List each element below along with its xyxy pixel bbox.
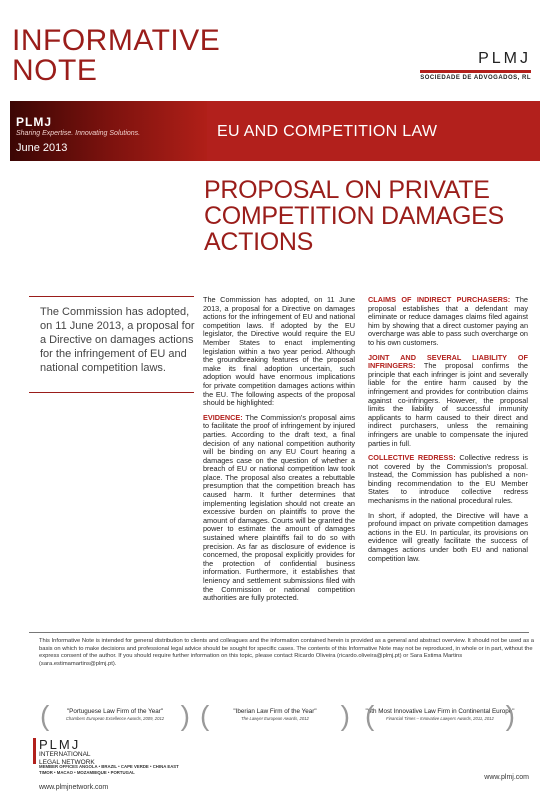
award-badge (365, 700, 515, 731)
joint-liability-paragraph (368, 354, 528, 449)
footer-divider (29, 632, 529, 633)
award-title: "Iberian Law Firm of the Year" (233, 708, 317, 715)
section-panel (207, 101, 540, 161)
award-title: "Portuguese Law Firm of the Year" (66, 708, 164, 715)
evidence-label: EVIDENCE: (203, 412, 243, 422)
firm-logo-mark: PLMJ (478, 50, 531, 67)
issue-date: June 2013 (16, 142, 68, 154)
laurel-right-icon: ) (505, 700, 515, 731)
firm-website-link[interactable]: www.plmj.com (484, 774, 529, 781)
indirect-purchasers-text: The proposal establishes that a defendant may eliminate or reduce damages claims filed against him by showing that a direct customer paying an overcharge was able to pass such overcharge on to his own customers. (368, 295, 528, 347)
article-title-line-3: ACTIONS (204, 228, 314, 256)
lede-top-rule (29, 296, 194, 297)
logo-accent-bar (420, 70, 531, 73)
article-title-line-2: COMPETITION DAMAGES (204, 202, 504, 230)
article-title (204, 177, 524, 255)
conclusion-paragraph: In short, if adopted, the Directive will have a profound impact on private competition damages actions in the EU. In particular, its provisions on evidence will greatly facilitate the success of damages actions under both EU and national competition law. (368, 510, 528, 563)
member-offices: MEMBER OFFICES ANGOLA • BRAZIL • CAPE VERDE • CHINA EAST TIMOR • MACAO • MOZAMBIQUE • PORTUGAL (39, 764, 179, 775)
laurel-left-icon: ( (40, 700, 50, 731)
collective-redress-text: Collective redress is not covered by the Commission's proposal. Instead, the Commission has published a non-binding recommendation to the EU Member States to introduce collective redress mechanisms in the national procedural rules. (368, 453, 528, 506)
document-type-title (12, 26, 220, 86)
header-band (10, 101, 540, 161)
body-column-left (203, 296, 355, 609)
laurel-right-icon: ) (340, 700, 350, 731)
lede-summary: The Commission has adopted, on 11 June 2013, a proposal for a Directive on damages actions for the infringement of EU and national competition laws. (40, 306, 195, 374)
firm-logo (420, 50, 531, 81)
network-name-line-1: INTERNATIONAL (39, 751, 91, 758)
laurel-left-icon: ( (365, 700, 375, 731)
laurel-left-icon: ( (200, 700, 210, 731)
evidence-paragraph (203, 414, 355, 603)
band-logo: PLMJ (16, 115, 53, 129)
award-source: The Lawyer European Awards, 2012 (241, 716, 309, 721)
evidence-text: The Commission's proposal aims to facilitate the proof of infringement by injured parties. According to the draft text, a final decision of any national competition authority will be binding on any EU Court hearing a damages case on the question of whether a breach of EU or national competition law took place. The proposal also creates a rebuttable presumption that the competition breach has caused harm. It further determines that implementing legislation should not create an excessive burden on plaintiffs to prove the amount of damages. Courts will be granted the power to estimate the amount of damages sustained where plaintiffs fail to do so with precision. As far as disclosure of evidence is concerned, the proposal explicitly provides for the protection of confidential business information. Furthermore, it establishes that leniency and settlement submissions filed with the Commission or national competition authorities are fully protected. (203, 412, 355, 603)
award-source: Financial Times – Innovative Lawyers Awards, 2011, 2012 (386, 716, 494, 721)
network-name-line-2: LEGAL NETWORK (39, 758, 95, 766)
joint-liability-label: JOINT AND SEVERAL LIABILITY OF INFRINGERS: (368, 352, 528, 371)
disclaimer: This Informative Note is intended for general distribution to clients and colleagues and the information contained herein is provided as a general and abstract overview. It should not be used as a basis on which to make decisions and professional legal advice should be sought for specific cases. The contents of this Informative Note may not be reproduced, in whole or in part, without the express consent of the author. If you should require further information on this topic, please contact Ricardo Oliveira (ricardo.oliveira@plmj.pt) or Sara Estima Martins (sara.estimamartins@plmj.pt). (39, 638, 534, 667)
laurel-right-icon: ) (180, 700, 190, 731)
award-title: "6th Most Innovative Law Firm in Continental Europe" (365, 708, 515, 715)
intro-paragraph: The Commission has adopted, on 11 June 2013, a proposal for a Directive on damages actions for the infringement of EU and national competition laws. If adopted by the EU legislator, the Directive would require the EU Member States to enact implementing legislation within a two year period. Although the groundbreaking features of the proposal make its final adoption uncertain, such adoption would have enormous implications for private competition damages actions within the EU. The following aspects of the proposal should be highlighted: (203, 295, 355, 408)
joint-liability-text: The proposal confirms the principle that each infringer is joint and severally liable for the entire harm caused by the infringement and provides for contribution claims against co-infringers. However, the proposal limits the liability of successful immunity applicants to harm caused to their direct and indirect purchasers, unless the remaining infringers are unable to compensate the injured parties in full. (368, 361, 528, 448)
network-logo-mark: PLMJ (39, 737, 81, 752)
network-logo-accent-bar (33, 738, 36, 764)
body-column-right (368, 296, 528, 569)
indirect-purchasers-label: CLAIMS OF INDIRECT PURCHASERS: (368, 295, 511, 304)
section-title: EU AND COMPETITION LAW (217, 123, 438, 140)
network-logo (39, 738, 95, 766)
award-source: Chambers European Excellence Awards, 2009, 2012 (65, 716, 165, 721)
document-type-line-2: NOTE (12, 54, 98, 87)
collective-redress-label: COLLECTIVE REDRESS: (368, 453, 456, 463)
firm-logo-subtitle: SOCIEDADE DE ADVOGADOS, RL (420, 75, 531, 81)
band-tagline: Sharing Expertise. Innovating Solutions. (16, 130, 141, 137)
collective-redress-paragraph (368, 454, 528, 506)
band-brand-panel (10, 101, 207, 161)
indirect-purchasers-paragraph (368, 296, 528, 348)
lede-bottom-rule (29, 392, 194, 393)
award-badge (40, 700, 190, 731)
award-badge (200, 700, 350, 731)
network-website-link[interactable]: www.plmjnetwork.com (39, 784, 109, 791)
document-type-line-1: INFORMATIVE (12, 24, 221, 57)
article-title-line-1: PROPOSAL ON PRIVATE (204, 176, 490, 204)
